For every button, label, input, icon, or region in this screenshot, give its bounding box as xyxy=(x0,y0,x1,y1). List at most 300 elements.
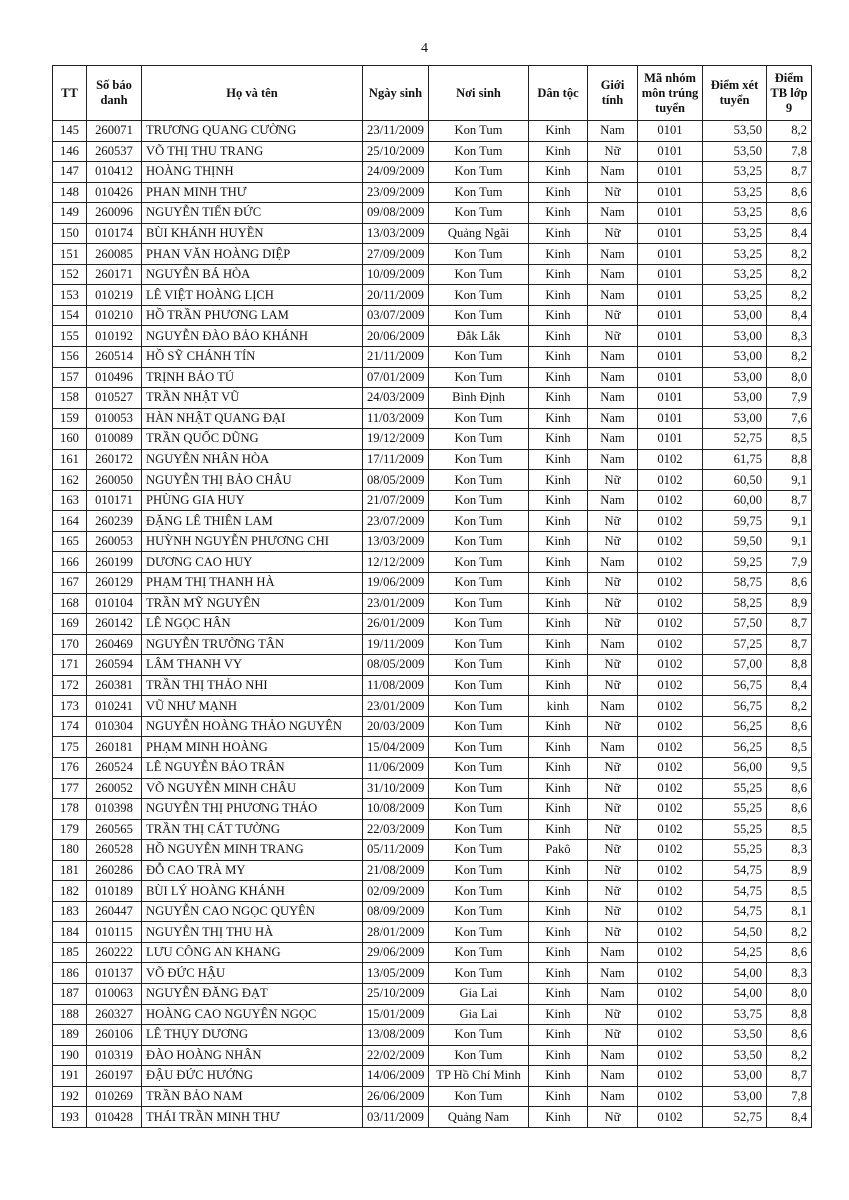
cell-subject-group-code: 0102 xyxy=(638,696,703,717)
table-row xyxy=(53,203,812,224)
cell-date-of-birth: 26/06/2009 xyxy=(363,1086,429,1107)
cell-grade9-average: 8,7 xyxy=(767,490,812,511)
cell-full-name: NGUYỄN NHÂN HÒA xyxy=(142,449,363,470)
cell-ethnicity: Kinh xyxy=(529,963,588,984)
cell-candidate-number: 260327 xyxy=(87,1004,142,1025)
table-row xyxy=(53,244,812,265)
cell-full-name: TRẦN MỸ NGUYÊN xyxy=(142,593,363,614)
cell-place-of-birth: Kon Tum xyxy=(429,203,529,224)
cell-ethnicity: Kinh xyxy=(529,737,588,758)
cell-subject-group-code: 0101 xyxy=(638,182,703,203)
cell-full-name: ĐỖ CAO TRÀ MY xyxy=(142,860,363,881)
cell-tt: 158 xyxy=(53,388,87,409)
cell-date-of-birth: 07/01/2009 xyxy=(363,367,429,388)
table-row xyxy=(53,531,812,552)
cell-admission-score: 59,50 xyxy=(703,531,767,552)
cell-ethnicity: Kinh xyxy=(529,901,588,922)
cell-date-of-birth: 20/03/2009 xyxy=(363,716,429,737)
cell-admission-score: 54,75 xyxy=(703,881,767,902)
cell-candidate-number: 260381 xyxy=(87,675,142,696)
cell-place-of-birth: Kon Tum xyxy=(429,593,529,614)
cell-place-of-birth: Kon Tum xyxy=(429,737,529,758)
cell-gender: Nữ xyxy=(588,922,638,943)
cell-gender: Nam xyxy=(588,1066,638,1087)
cell-candidate-number: 010137 xyxy=(87,963,142,984)
cell-candidate-number: 260528 xyxy=(87,840,142,861)
cell-candidate-number: 010304 xyxy=(87,716,142,737)
cell-candidate-number: 010241 xyxy=(87,696,142,717)
cell-date-of-birth: 28/01/2009 xyxy=(363,922,429,943)
table-row xyxy=(53,388,812,409)
cell-place-of-birth: Kon Tum xyxy=(429,305,529,326)
cell-candidate-number: 010210 xyxy=(87,305,142,326)
cell-gender: Nam xyxy=(588,983,638,1004)
cell-admission-score: 56,25 xyxy=(703,737,767,758)
cell-grade9-average: 8,0 xyxy=(767,367,812,388)
cell-admission-score: 61,75 xyxy=(703,449,767,470)
cell-candidate-number: 010219 xyxy=(87,285,142,306)
cell-admission-score: 60,00 xyxy=(703,490,767,511)
cell-tt: 180 xyxy=(53,840,87,861)
cell-tt: 174 xyxy=(53,716,87,737)
table-row xyxy=(53,840,812,861)
cell-grade9-average: 8,3 xyxy=(767,840,812,861)
cell-gender: Nữ xyxy=(588,223,638,244)
cell-date-of-birth: 10/09/2009 xyxy=(363,264,429,285)
cell-tt: 181 xyxy=(53,860,87,881)
admission-results-table xyxy=(52,65,812,1128)
cell-tt: 173 xyxy=(53,696,87,717)
cell-admission-score: 53,50 xyxy=(703,1045,767,1066)
cell-candidate-number: 010115 xyxy=(87,922,142,943)
cell-date-of-birth: 20/11/2009 xyxy=(363,285,429,306)
cell-candidate-number: 010171 xyxy=(87,490,142,511)
cell-tt: 154 xyxy=(53,305,87,326)
cell-grade9-average: 9,1 xyxy=(767,470,812,491)
cell-full-name: NGUYỄN THỊ PHƯƠNG THẢO xyxy=(142,799,363,820)
cell-tt: 185 xyxy=(53,942,87,963)
cell-tt: 166 xyxy=(53,552,87,573)
cell-place-of-birth: Kon Tum xyxy=(429,963,529,984)
cell-tt: 167 xyxy=(53,573,87,594)
cell-admission-score: 53,25 xyxy=(703,203,767,224)
cell-admission-score: 54,25 xyxy=(703,942,767,963)
cell-ethnicity: Kinh xyxy=(529,1025,588,1046)
cell-ethnicity: Kinh xyxy=(529,388,588,409)
table-row xyxy=(53,429,812,450)
cell-subject-group-code: 0101 xyxy=(638,141,703,162)
cell-ethnicity: Kinh xyxy=(529,881,588,902)
cell-subject-group-code: 0101 xyxy=(638,326,703,347)
table-row xyxy=(53,1066,812,1087)
cell-tt: 159 xyxy=(53,408,87,429)
cell-tt: 190 xyxy=(53,1045,87,1066)
cell-place-of-birth: Gia Lai xyxy=(429,983,529,1004)
cell-candidate-number: 260052 xyxy=(87,778,142,799)
table-row xyxy=(53,470,812,491)
cell-ethnicity: Kinh xyxy=(529,860,588,881)
table-row xyxy=(53,593,812,614)
cell-ethnicity: Kinh xyxy=(529,531,588,552)
cell-admission-score: 59,75 xyxy=(703,511,767,532)
cell-admission-score: 54,00 xyxy=(703,963,767,984)
cell-subject-group-code: 0101 xyxy=(638,388,703,409)
cell-place-of-birth: Kon Tum xyxy=(429,141,529,162)
cell-subject-group-code: 0102 xyxy=(638,901,703,922)
cell-admission-score: 53,00 xyxy=(703,388,767,409)
cell-gender: Nữ xyxy=(588,305,638,326)
cell-date-of-birth: 23/01/2009 xyxy=(363,593,429,614)
cell-place-of-birth: Kon Tum xyxy=(429,573,529,594)
cell-full-name: NGUYỄN CAO NGỌC QUYÊN xyxy=(142,901,363,922)
cell-ethnicity: Kinh xyxy=(529,1066,588,1087)
cell-candidate-number: 260106 xyxy=(87,1025,142,1046)
cell-full-name: ĐẶNG LÊ THIÊN LAM xyxy=(142,511,363,532)
cell-ethnicity: Kinh xyxy=(529,223,588,244)
cell-ethnicity: Kinh xyxy=(529,757,588,778)
cell-gender: Nam xyxy=(588,264,638,285)
cell-full-name: HOÀNG CAO NGUYÊN NGỌC xyxy=(142,1004,363,1025)
cell-full-name: VÕ ĐỨC HẬU xyxy=(142,963,363,984)
cell-tt: 179 xyxy=(53,819,87,840)
cell-ethnicity: Kinh xyxy=(529,593,588,614)
cell-admission-score: 54,75 xyxy=(703,860,767,881)
table-row xyxy=(53,614,812,635)
cell-subject-group-code: 0101 xyxy=(638,203,703,224)
cell-admission-score: 59,25 xyxy=(703,552,767,573)
cell-date-of-birth: 03/07/2009 xyxy=(363,305,429,326)
cell-full-name: NGUYỄN THỊ BẢO CHÂU xyxy=(142,470,363,491)
table-row xyxy=(53,285,812,306)
cell-gender: Nữ xyxy=(588,470,638,491)
cell-date-of-birth: 23/09/2009 xyxy=(363,182,429,203)
cell-place-of-birth: Kon Tum xyxy=(429,778,529,799)
table-row xyxy=(53,655,812,676)
table-row xyxy=(53,963,812,984)
cell-admission-score: 53,25 xyxy=(703,223,767,244)
cell-admission-score: 57,00 xyxy=(703,655,767,676)
cell-admission-score: 53,25 xyxy=(703,162,767,183)
cell-tt: 187 xyxy=(53,983,87,1004)
table-row xyxy=(53,449,812,470)
cell-grade9-average: 8,7 xyxy=(767,614,812,635)
table-row xyxy=(53,1107,812,1128)
cell-gender: Nữ xyxy=(588,757,638,778)
cell-place-of-birth: Kon Tum xyxy=(429,716,529,737)
cell-candidate-number: 260129 xyxy=(87,573,142,594)
table-row xyxy=(53,901,812,922)
cell-gender: Nam xyxy=(588,963,638,984)
cell-place-of-birth: Kon Tum xyxy=(429,121,529,142)
cell-place-of-birth: Kon Tum xyxy=(429,347,529,368)
cell-tt: 155 xyxy=(53,326,87,347)
cell-tt: 169 xyxy=(53,614,87,635)
cell-candidate-number: 010412 xyxy=(87,162,142,183)
cell-subject-group-code: 0102 xyxy=(638,799,703,820)
cell-full-name: DƯƠNG CAO HUY xyxy=(142,552,363,573)
cell-grade9-average: 8,5 xyxy=(767,737,812,758)
cell-grade9-average: 8,8 xyxy=(767,655,812,676)
cell-date-of-birth: 03/11/2009 xyxy=(363,1107,429,1128)
cell-candidate-number: 260197 xyxy=(87,1066,142,1087)
cell-gender: Nữ xyxy=(588,326,638,347)
cell-tt: 146 xyxy=(53,141,87,162)
cell-gender: Nam xyxy=(588,1045,638,1066)
cell-date-of-birth: 08/05/2009 xyxy=(363,655,429,676)
cell-grade9-average: 8,2 xyxy=(767,264,812,285)
cell-date-of-birth: 09/08/2009 xyxy=(363,203,429,224)
cell-admission-score: 53,00 xyxy=(703,347,767,368)
cell-grade9-average: 8,6 xyxy=(767,573,812,594)
cell-gender: Nam xyxy=(588,244,638,265)
cell-admission-score: 53,25 xyxy=(703,285,767,306)
cell-place-of-birth: Kon Tum xyxy=(429,182,529,203)
cell-admission-score: 53,50 xyxy=(703,141,767,162)
cell-gender: Nam xyxy=(588,408,638,429)
cell-date-of-birth: 08/09/2009 xyxy=(363,901,429,922)
cell-place-of-birth: Kon Tum xyxy=(429,942,529,963)
cell-grade9-average: 8,5 xyxy=(767,429,812,450)
cell-date-of-birth: 14/06/2009 xyxy=(363,1066,429,1087)
cell-place-of-birth: Bình Định xyxy=(429,388,529,409)
cell-grade9-average: 8,9 xyxy=(767,860,812,881)
cell-grade9-average: 8,4 xyxy=(767,1107,812,1128)
table-row xyxy=(53,737,812,758)
cell-admission-score: 52,75 xyxy=(703,1107,767,1128)
cell-subject-group-code: 0102 xyxy=(638,819,703,840)
cell-ethnicity: Kinh xyxy=(529,449,588,470)
cell-full-name: TRƯƠNG QUANG CƯỜNG xyxy=(142,121,363,142)
cell-ethnicity: Kinh xyxy=(529,203,588,224)
cell-ethnicity: Kinh xyxy=(529,285,588,306)
cell-grade9-average: 7,8 xyxy=(767,141,812,162)
cell-gender: Nữ xyxy=(588,799,638,820)
header-subject-group-code: Mã nhóm môn trúng tuyển xyxy=(638,66,703,121)
cell-date-of-birth: 27/09/2009 xyxy=(363,244,429,265)
cell-place-of-birth: Kon Tum xyxy=(429,1086,529,1107)
cell-full-name: LÊ THỤY DƯƠNG xyxy=(142,1025,363,1046)
cell-subject-group-code: 0102 xyxy=(638,757,703,778)
cell-full-name: ĐẬU ĐỨC HƯỚNG xyxy=(142,1066,363,1087)
cell-candidate-number: 260050 xyxy=(87,470,142,491)
cell-gender: Nam xyxy=(588,696,638,717)
cell-place-of-birth: Kon Tum xyxy=(429,244,529,265)
cell-date-of-birth: 26/01/2009 xyxy=(363,614,429,635)
cell-date-of-birth: 25/10/2009 xyxy=(363,983,429,1004)
cell-place-of-birth: Kon Tum xyxy=(429,655,529,676)
cell-gender: Nữ xyxy=(588,819,638,840)
cell-grade9-average: 8,7 xyxy=(767,634,812,655)
page-number: 4 xyxy=(421,41,428,56)
cell-date-of-birth: 24/09/2009 xyxy=(363,162,429,183)
cell-admission-score: 54,00 xyxy=(703,983,767,1004)
cell-full-name: VŨ NHƯ MẠNH xyxy=(142,696,363,717)
cell-date-of-birth: 22/03/2009 xyxy=(363,819,429,840)
cell-ethnicity: Kinh xyxy=(529,552,588,573)
cell-subject-group-code: 0102 xyxy=(638,531,703,552)
cell-date-of-birth: 15/04/2009 xyxy=(363,737,429,758)
cell-full-name: NGUYỄN TRƯỜNG TÂN xyxy=(142,634,363,655)
cell-admission-score: 53,00 xyxy=(703,408,767,429)
cell-place-of-birth: Đắk Lắk xyxy=(429,326,529,347)
cell-full-name: LÂM THANH VY xyxy=(142,655,363,676)
cell-grade9-average: 8,2 xyxy=(767,285,812,306)
cell-admission-score: 56,00 xyxy=(703,757,767,778)
cell-gender: Nữ xyxy=(588,182,638,203)
table-header-row xyxy=(53,66,812,121)
cell-tt: 161 xyxy=(53,449,87,470)
cell-full-name: NGUYỄN BÁ HÒA xyxy=(142,264,363,285)
cell-full-name: HUỲNH NGUYỄN PHƯƠNG CHI xyxy=(142,531,363,552)
cell-date-of-birth: 21/07/2009 xyxy=(363,490,429,511)
cell-gender: Nữ xyxy=(588,1107,638,1128)
cell-grade9-average: 7,6 xyxy=(767,408,812,429)
cell-gender: Nam xyxy=(588,162,638,183)
cell-grade9-average: 7,8 xyxy=(767,1086,812,1107)
cell-date-of-birth: 21/08/2009 xyxy=(363,860,429,881)
cell-subject-group-code: 0101 xyxy=(638,347,703,368)
cell-tt: 153 xyxy=(53,285,87,306)
cell-full-name: TRẦN NHẬT VŨ xyxy=(142,388,363,409)
cell-subject-group-code: 0101 xyxy=(638,162,703,183)
cell-candidate-number: 010089 xyxy=(87,429,142,450)
cell-place-of-birth: Kon Tum xyxy=(429,860,529,881)
cell-grade9-average: 8,1 xyxy=(767,901,812,922)
cell-admission-score: 57,50 xyxy=(703,614,767,635)
cell-grade9-average: 7,9 xyxy=(767,388,812,409)
cell-grade9-average: 8,3 xyxy=(767,963,812,984)
cell-ethnicity: Kinh xyxy=(529,141,588,162)
cell-ethnicity: Kinh xyxy=(529,634,588,655)
cell-admission-score: 54,50 xyxy=(703,922,767,943)
cell-full-name: HOÀNG THỊNH xyxy=(142,162,363,183)
table-row xyxy=(53,1025,812,1046)
cell-ethnicity: Kinh xyxy=(529,305,588,326)
cell-gender: Nam xyxy=(588,737,638,758)
cell-candidate-number: 260239 xyxy=(87,511,142,532)
cell-place-of-birth: Kon Tum xyxy=(429,490,529,511)
cell-grade9-average: 8,8 xyxy=(767,449,812,470)
cell-grade9-average: 8,6 xyxy=(767,942,812,963)
cell-date-of-birth: 13/05/2009 xyxy=(363,963,429,984)
cell-gender: Nữ xyxy=(588,840,638,861)
cell-date-of-birth: 20/06/2009 xyxy=(363,326,429,347)
cell-place-of-birth: Kon Tum xyxy=(429,614,529,635)
cell-place-of-birth: Quảng Nam xyxy=(429,1107,529,1128)
cell-place-of-birth: Kon Tum xyxy=(429,1045,529,1066)
cell-candidate-number: 260447 xyxy=(87,901,142,922)
cell-full-name: ĐÀO HOÀNG NHÂN xyxy=(142,1045,363,1066)
cell-full-name: LÊ NGỌC HÂN xyxy=(142,614,363,635)
cell-candidate-number: 010189 xyxy=(87,881,142,902)
cell-full-name: PHAN MINH THƯ xyxy=(142,182,363,203)
cell-place-of-birth: Kon Tum xyxy=(429,285,529,306)
header-admission-score: Điểm xét tuyển xyxy=(703,66,767,121)
header-full-name: Họ và tên xyxy=(142,66,363,121)
header-date-of-birth: Ngày sinh xyxy=(363,66,429,121)
cell-admission-score: 57,25 xyxy=(703,634,767,655)
cell-place-of-birth: Kon Tum xyxy=(429,429,529,450)
cell-grade9-average: 8,7 xyxy=(767,162,812,183)
cell-subject-group-code: 0102 xyxy=(638,470,703,491)
cell-place-of-birth: Kon Tum xyxy=(429,819,529,840)
table-row xyxy=(53,552,812,573)
cell-ethnicity: Kinh xyxy=(529,326,588,347)
table-row xyxy=(53,1045,812,1066)
cell-full-name: TRỊNH BẢO TÚ xyxy=(142,367,363,388)
cell-date-of-birth: 10/08/2009 xyxy=(363,799,429,820)
cell-gender: Nam xyxy=(588,367,638,388)
table-row xyxy=(53,162,812,183)
cell-full-name: NGUYỄN ĐÀO BẢO KHÁNH xyxy=(142,326,363,347)
cell-tt: 165 xyxy=(53,531,87,552)
cell-date-of-birth: 13/03/2009 xyxy=(363,223,429,244)
cell-ethnicity: Kinh xyxy=(529,614,588,635)
cell-ethnicity: Pakô xyxy=(529,840,588,861)
cell-ethnicity: Kinh xyxy=(529,799,588,820)
cell-full-name: BÙI LÝ HOÀNG KHÁNH xyxy=(142,881,363,902)
cell-ethnicity: Kinh xyxy=(529,470,588,491)
cell-gender: Nam xyxy=(588,285,638,306)
cell-subject-group-code: 0101 xyxy=(638,305,703,326)
cell-candidate-number: 260524 xyxy=(87,757,142,778)
cell-date-of-birth: 19/12/2009 xyxy=(363,429,429,450)
cell-date-of-birth: 31/10/2009 xyxy=(363,778,429,799)
cell-subject-group-code: 0102 xyxy=(638,942,703,963)
cell-subject-group-code: 0102 xyxy=(638,1004,703,1025)
cell-grade9-average: 8,8 xyxy=(767,1004,812,1025)
cell-gender: Nam xyxy=(588,121,638,142)
cell-admission-score: 58,75 xyxy=(703,573,767,594)
cell-tt: 178 xyxy=(53,799,87,820)
cell-tt: 192 xyxy=(53,1086,87,1107)
cell-subject-group-code: 0101 xyxy=(638,429,703,450)
cell-gender: Nữ xyxy=(588,614,638,635)
table-row xyxy=(53,757,812,778)
table-row xyxy=(53,881,812,902)
cell-full-name: VÕ NGUYỄN MINH CHÂU xyxy=(142,778,363,799)
cell-grade9-average: 8,2 xyxy=(767,244,812,265)
cell-tt: 147 xyxy=(53,162,87,183)
cell-subject-group-code: 0101 xyxy=(638,244,703,265)
cell-grade9-average: 9,1 xyxy=(767,531,812,552)
cell-admission-score: 56,75 xyxy=(703,675,767,696)
cell-gender: Nữ xyxy=(588,901,638,922)
cell-gender: Nữ xyxy=(588,881,638,902)
cell-candidate-number: 010192 xyxy=(87,326,142,347)
cell-subject-group-code: 0102 xyxy=(638,778,703,799)
cell-tt: 160 xyxy=(53,429,87,450)
cell-subject-group-code: 0102 xyxy=(638,675,703,696)
cell-admission-score: 55,25 xyxy=(703,799,767,820)
cell-admission-score: 53,50 xyxy=(703,1025,767,1046)
table-row xyxy=(53,819,812,840)
cell-gender: Nam xyxy=(588,490,638,511)
cell-admission-score: 53,00 xyxy=(703,326,767,347)
cell-tt: 162 xyxy=(53,470,87,491)
table-row xyxy=(53,942,812,963)
cell-tt: 152 xyxy=(53,264,87,285)
cell-admission-score: 53,00 xyxy=(703,367,767,388)
cell-tt: 193 xyxy=(53,1107,87,1128)
table-row xyxy=(53,799,812,820)
cell-gender: Nữ xyxy=(588,655,638,676)
cell-date-of-birth: 13/08/2009 xyxy=(363,1025,429,1046)
cell-place-of-birth: Kon Tum xyxy=(429,511,529,532)
table-row xyxy=(53,326,812,347)
cell-full-name: TRẦN QUỐC DŨNG xyxy=(142,429,363,450)
cell-full-name: PHẠM THỊ THANH HÀ xyxy=(142,573,363,594)
